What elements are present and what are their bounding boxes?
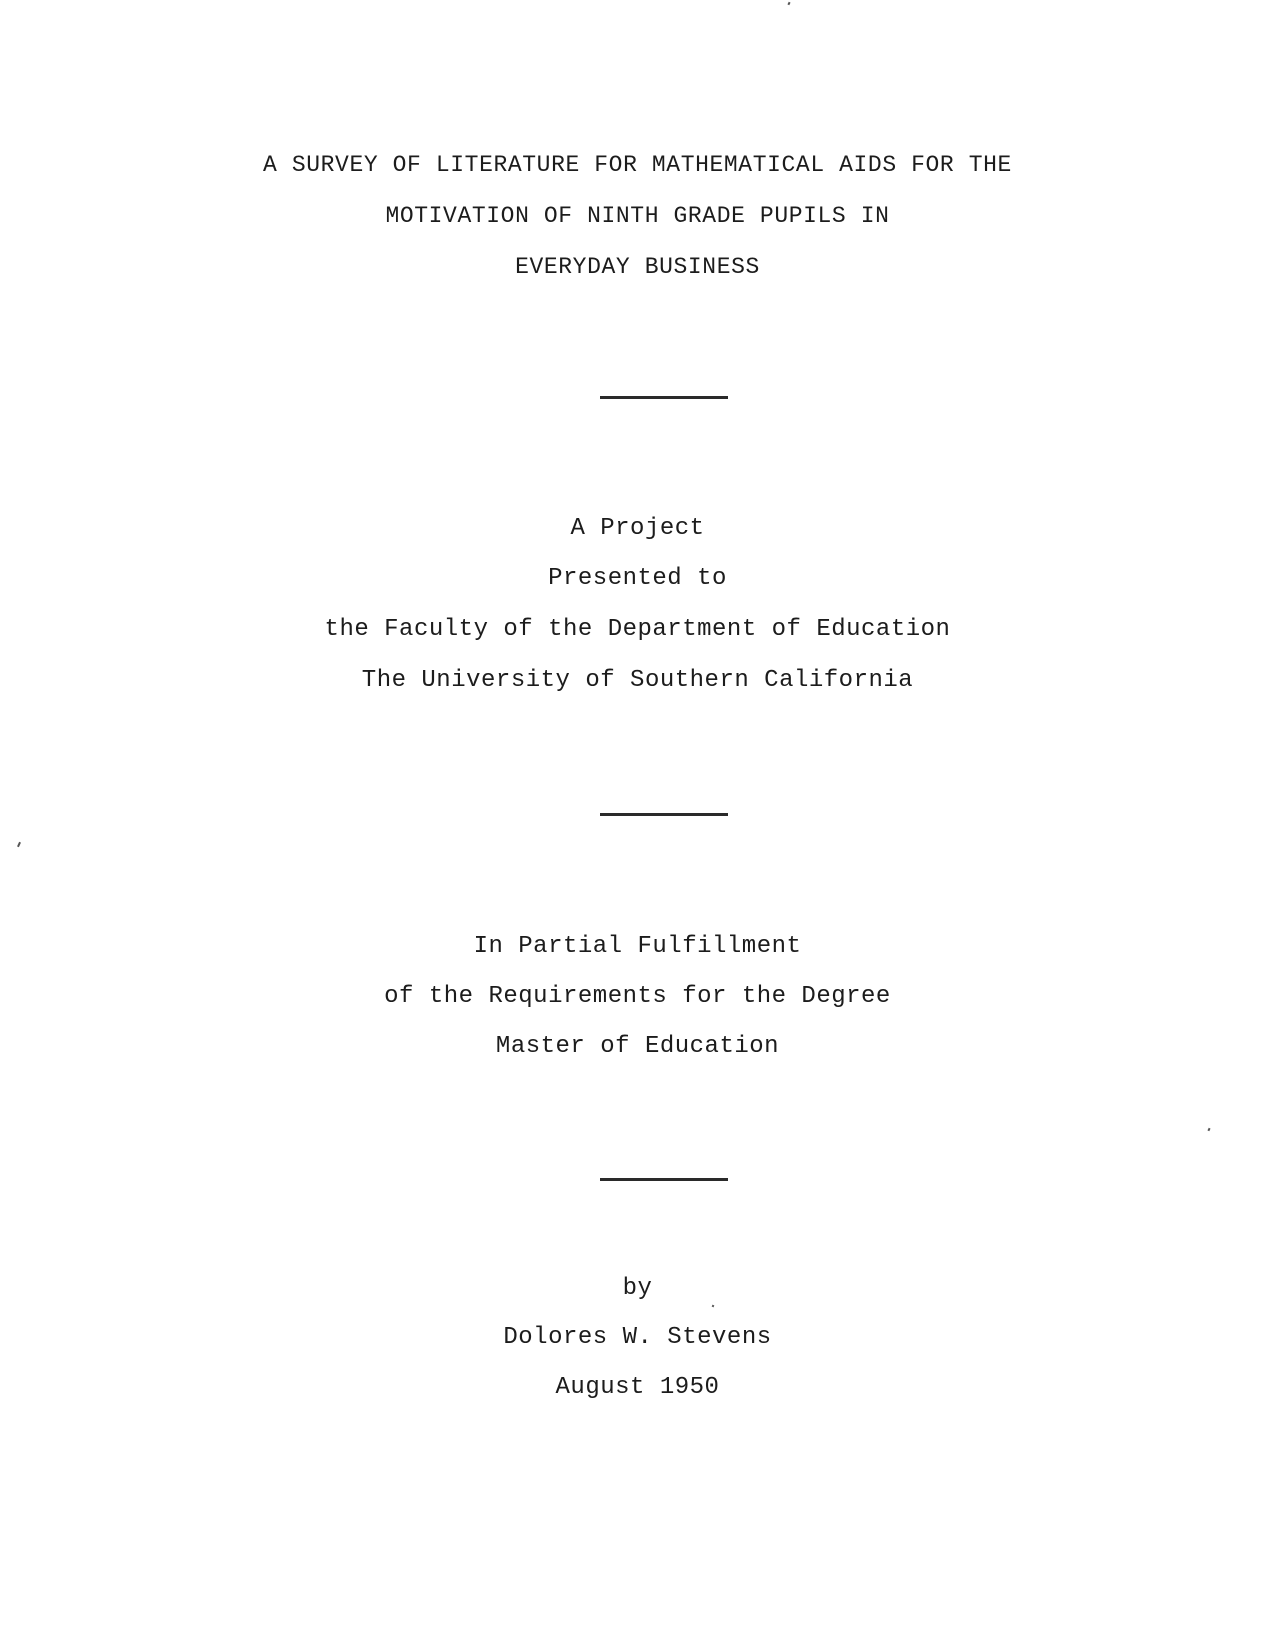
scan-speck — [787, 2, 790, 6]
by-label: by — [622, 1275, 653, 1302]
scan-speck — [17, 842, 21, 847]
author-name: Dolores W. Stevens — [503, 1324, 772, 1351]
title-line-1: A SURVEY OF LITERATURE FOR MATHEMATICAL AIDS FOR THE — [263, 152, 1012, 178]
university-line: The University of Southern California — [361, 667, 914, 694]
scan-speck — [1207, 1128, 1210, 1132]
fulfillment-line-2: of the Requirements for the Degree — [384, 983, 891, 1010]
fulfillment-line-1: In Partial Fulfillment — [473, 933, 802, 960]
degree-line: Master of Education — [495, 1033, 780, 1060]
title-line-2: MOTIVATION OF NINTH GRADE PUPILS IN — [385, 203, 890, 229]
presented-to-label: Presented to — [548, 565, 727, 592]
title-line-3: EVERYDAY BUSINESS — [515, 254, 760, 280]
faculty-line: the Faculty of the Department of Education — [324, 616, 951, 643]
project-label: A Project — [570, 515, 705, 542]
scan-speck — [712, 1305, 715, 1308]
section-divider-1 — [600, 396, 728, 399]
section-divider-3 — [600, 1178, 728, 1181]
submission-date: August 1950 — [555, 1374, 720, 1401]
section-divider-2 — [600, 813, 728, 816]
